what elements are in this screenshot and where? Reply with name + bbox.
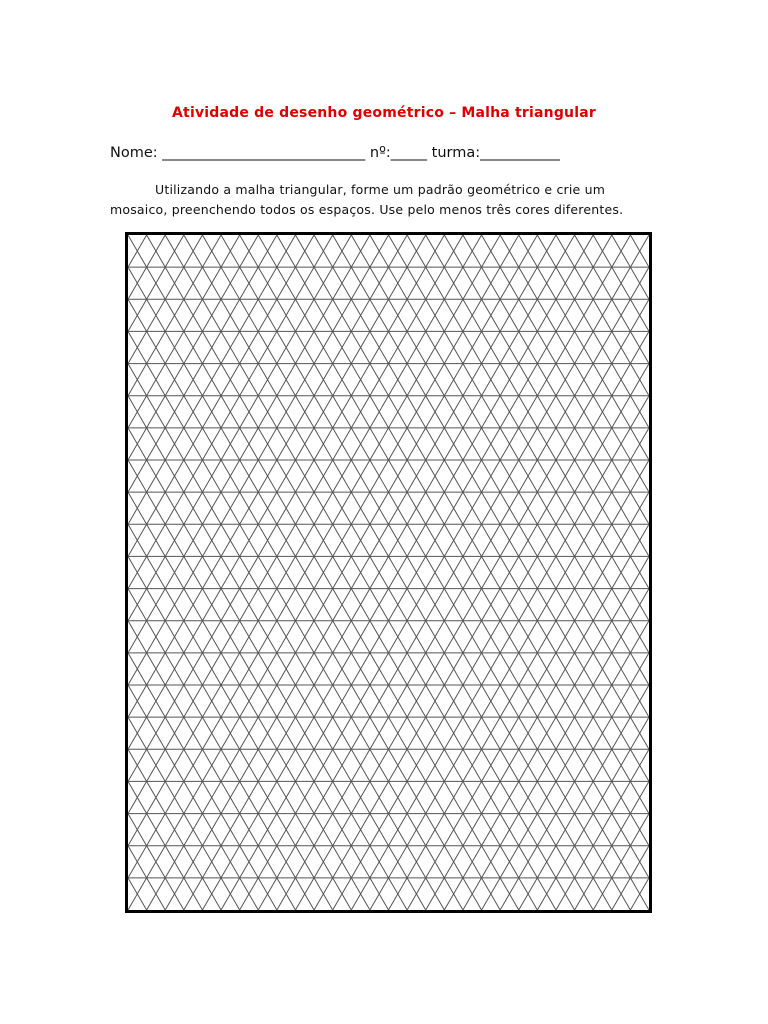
worksheet-title: Atividade de desenho geométrico – Malha triangular — [172, 105, 596, 121]
grid-diagonal-line — [125, 235, 258, 910]
grid-diagonal-line — [125, 235, 202, 910]
grid-diagonal-line — [500, 235, 652, 910]
grid-diagonal-line — [314, 235, 652, 910]
grid-diagonal-line — [125, 235, 277, 910]
grid-diagonal-line — [482, 235, 652, 910]
grid-diagonal-line — [333, 235, 652, 910]
grid-diagonal-line — [333, 235, 652, 910]
grid-diagonal-line — [125, 235, 240, 910]
grid-diagonal-line — [125, 235, 202, 910]
grid-diagonal-line — [125, 235, 258, 910]
grid-diagonal-line — [407, 235, 652, 910]
name-blank[interactable]: ____________________________ — [162, 145, 366, 161]
grid-diagonal-line — [125, 235, 277, 910]
number-blank[interactable]: _____ — [390, 145, 428, 161]
grid-diagonal-line — [351, 235, 652, 910]
grid-diagonal-line — [370, 235, 652, 910]
grid-diagonal-line — [314, 235, 652, 910]
grid-diagonal-line — [556, 235, 652, 910]
grid-diagonal-line — [500, 235, 652, 910]
grid-diagonal-line — [125, 235, 407, 910]
grid-diagonal-line — [519, 235, 652, 910]
name-label: Nome: — [110, 145, 158, 161]
grid-diagonal-line — [482, 235, 652, 910]
grid-diagonal-line — [370, 235, 652, 910]
grid-diagonal-line — [125, 235, 407, 910]
grid-diagonal-line — [575, 235, 652, 910]
instructions-text: Utilizando a malha triangular, forme um padrão geométrico e crie um mosaico, preenchendo todos os espaços. Use pelo menos três cores diferentes. — [110, 182, 624, 217]
triangular-grid[interactable] — [125, 232, 652, 913]
grid-diagonal-line — [125, 235, 221, 910]
triangular-grid-drawing[interactable] — [125, 232, 652, 913]
class-label: turma: — [431, 145, 481, 161]
grid-diagonal-line — [351, 235, 652, 910]
grid-diagonal-line — [125, 235, 426, 910]
student-info-line — [110, 145, 670, 161]
grid-diagonal-line — [519, 235, 652, 910]
grid-diagonal-line — [556, 235, 652, 910]
grid-diagonal-line — [537, 235, 652, 910]
grid-diagonal-line — [125, 235, 240, 910]
grid-diagonal-line — [125, 235, 295, 910]
grid-diagonal-line — [125, 235, 370, 910]
grid-diagonal-line — [125, 235, 221, 910]
grid-diagonal-line — [125, 235, 444, 910]
grid-diagonal-line — [125, 235, 463, 910]
grid-diagonal-line — [407, 235, 652, 910]
grid-diagonal-line — [125, 235, 370, 910]
grid-diagonal-line — [537, 235, 652, 910]
grid-diagonal-line — [125, 235, 463, 910]
grid-diagonal-line — [575, 235, 652, 910]
grid-diagonal-line — [125, 235, 426, 910]
number-label: nº: — [369, 145, 391, 161]
grid-diagonal-line — [125, 235, 295, 910]
class-blank[interactable]: ___________ — [480, 145, 560, 161]
grid-diagonal-line — [125, 235, 444, 910]
